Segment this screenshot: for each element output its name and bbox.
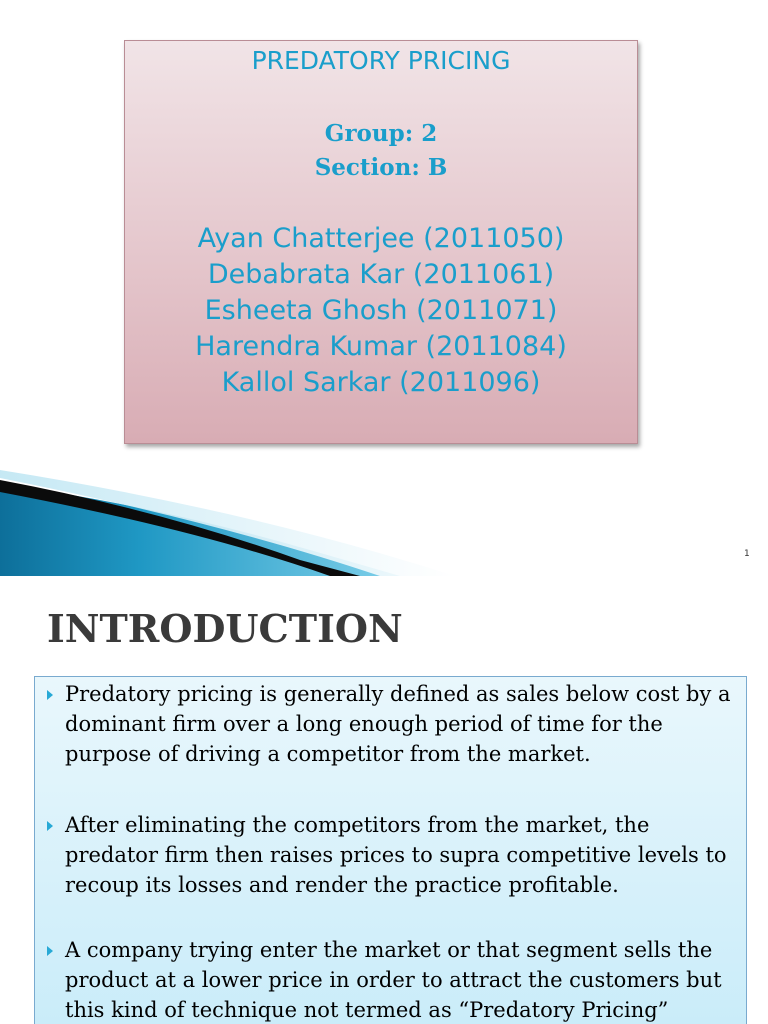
bullet-item [65, 679, 740, 769]
member-item: Esheeta Ghosh (2011071) [204, 295, 558, 326]
bullet-arrow-icon [47, 946, 53, 956]
member-item: Harendra Kumar (2011084) [195, 331, 567, 362]
bullet-arrow-icon [47, 690, 53, 700]
member-item: Debabrata Kar (2011061) [207, 259, 555, 290]
bullet-arrow-icon [47, 821, 53, 831]
section-label: Section: B [314, 154, 448, 181]
content-box [34, 676, 747, 1024]
member-list [125, 221, 637, 401]
page-number: 1 [744, 549, 750, 559]
bullet-text: After eliminating the competitors from the market, the predator firm then raises prices to supra competitive levels to recoup its losses and render the practice profitable. [65, 813, 727, 897]
member-item: Ayan Chatterjee (2011050) [197, 223, 565, 254]
bullet-text: A company trying enter the market or that segment sells the product at a lower price in order to attract the customers but this kind of technique not termed as “Predatory Pricing” [65, 938, 722, 1022]
slide-2 [0, 576, 768, 1024]
presentation-title: PREDATORY PRICING [251, 46, 511, 75]
member-item: Kallol Sarkar (2011096) [221, 367, 541, 398]
group-label: Group: 2 [324, 120, 438, 147]
decorative-swoosh [0, 470, 768, 576]
bullet-item [65, 810, 740, 900]
title-box [124, 40, 638, 444]
slide-title: INTRODUCTION [47, 606, 403, 651]
bullet-text: Predatory pricing is generally defined as sales below cost by a dominant firm over a long enough period of time for the purpose of driving a competitor from the market. [65, 682, 731, 766]
bullet-item [65, 935, 740, 1024]
